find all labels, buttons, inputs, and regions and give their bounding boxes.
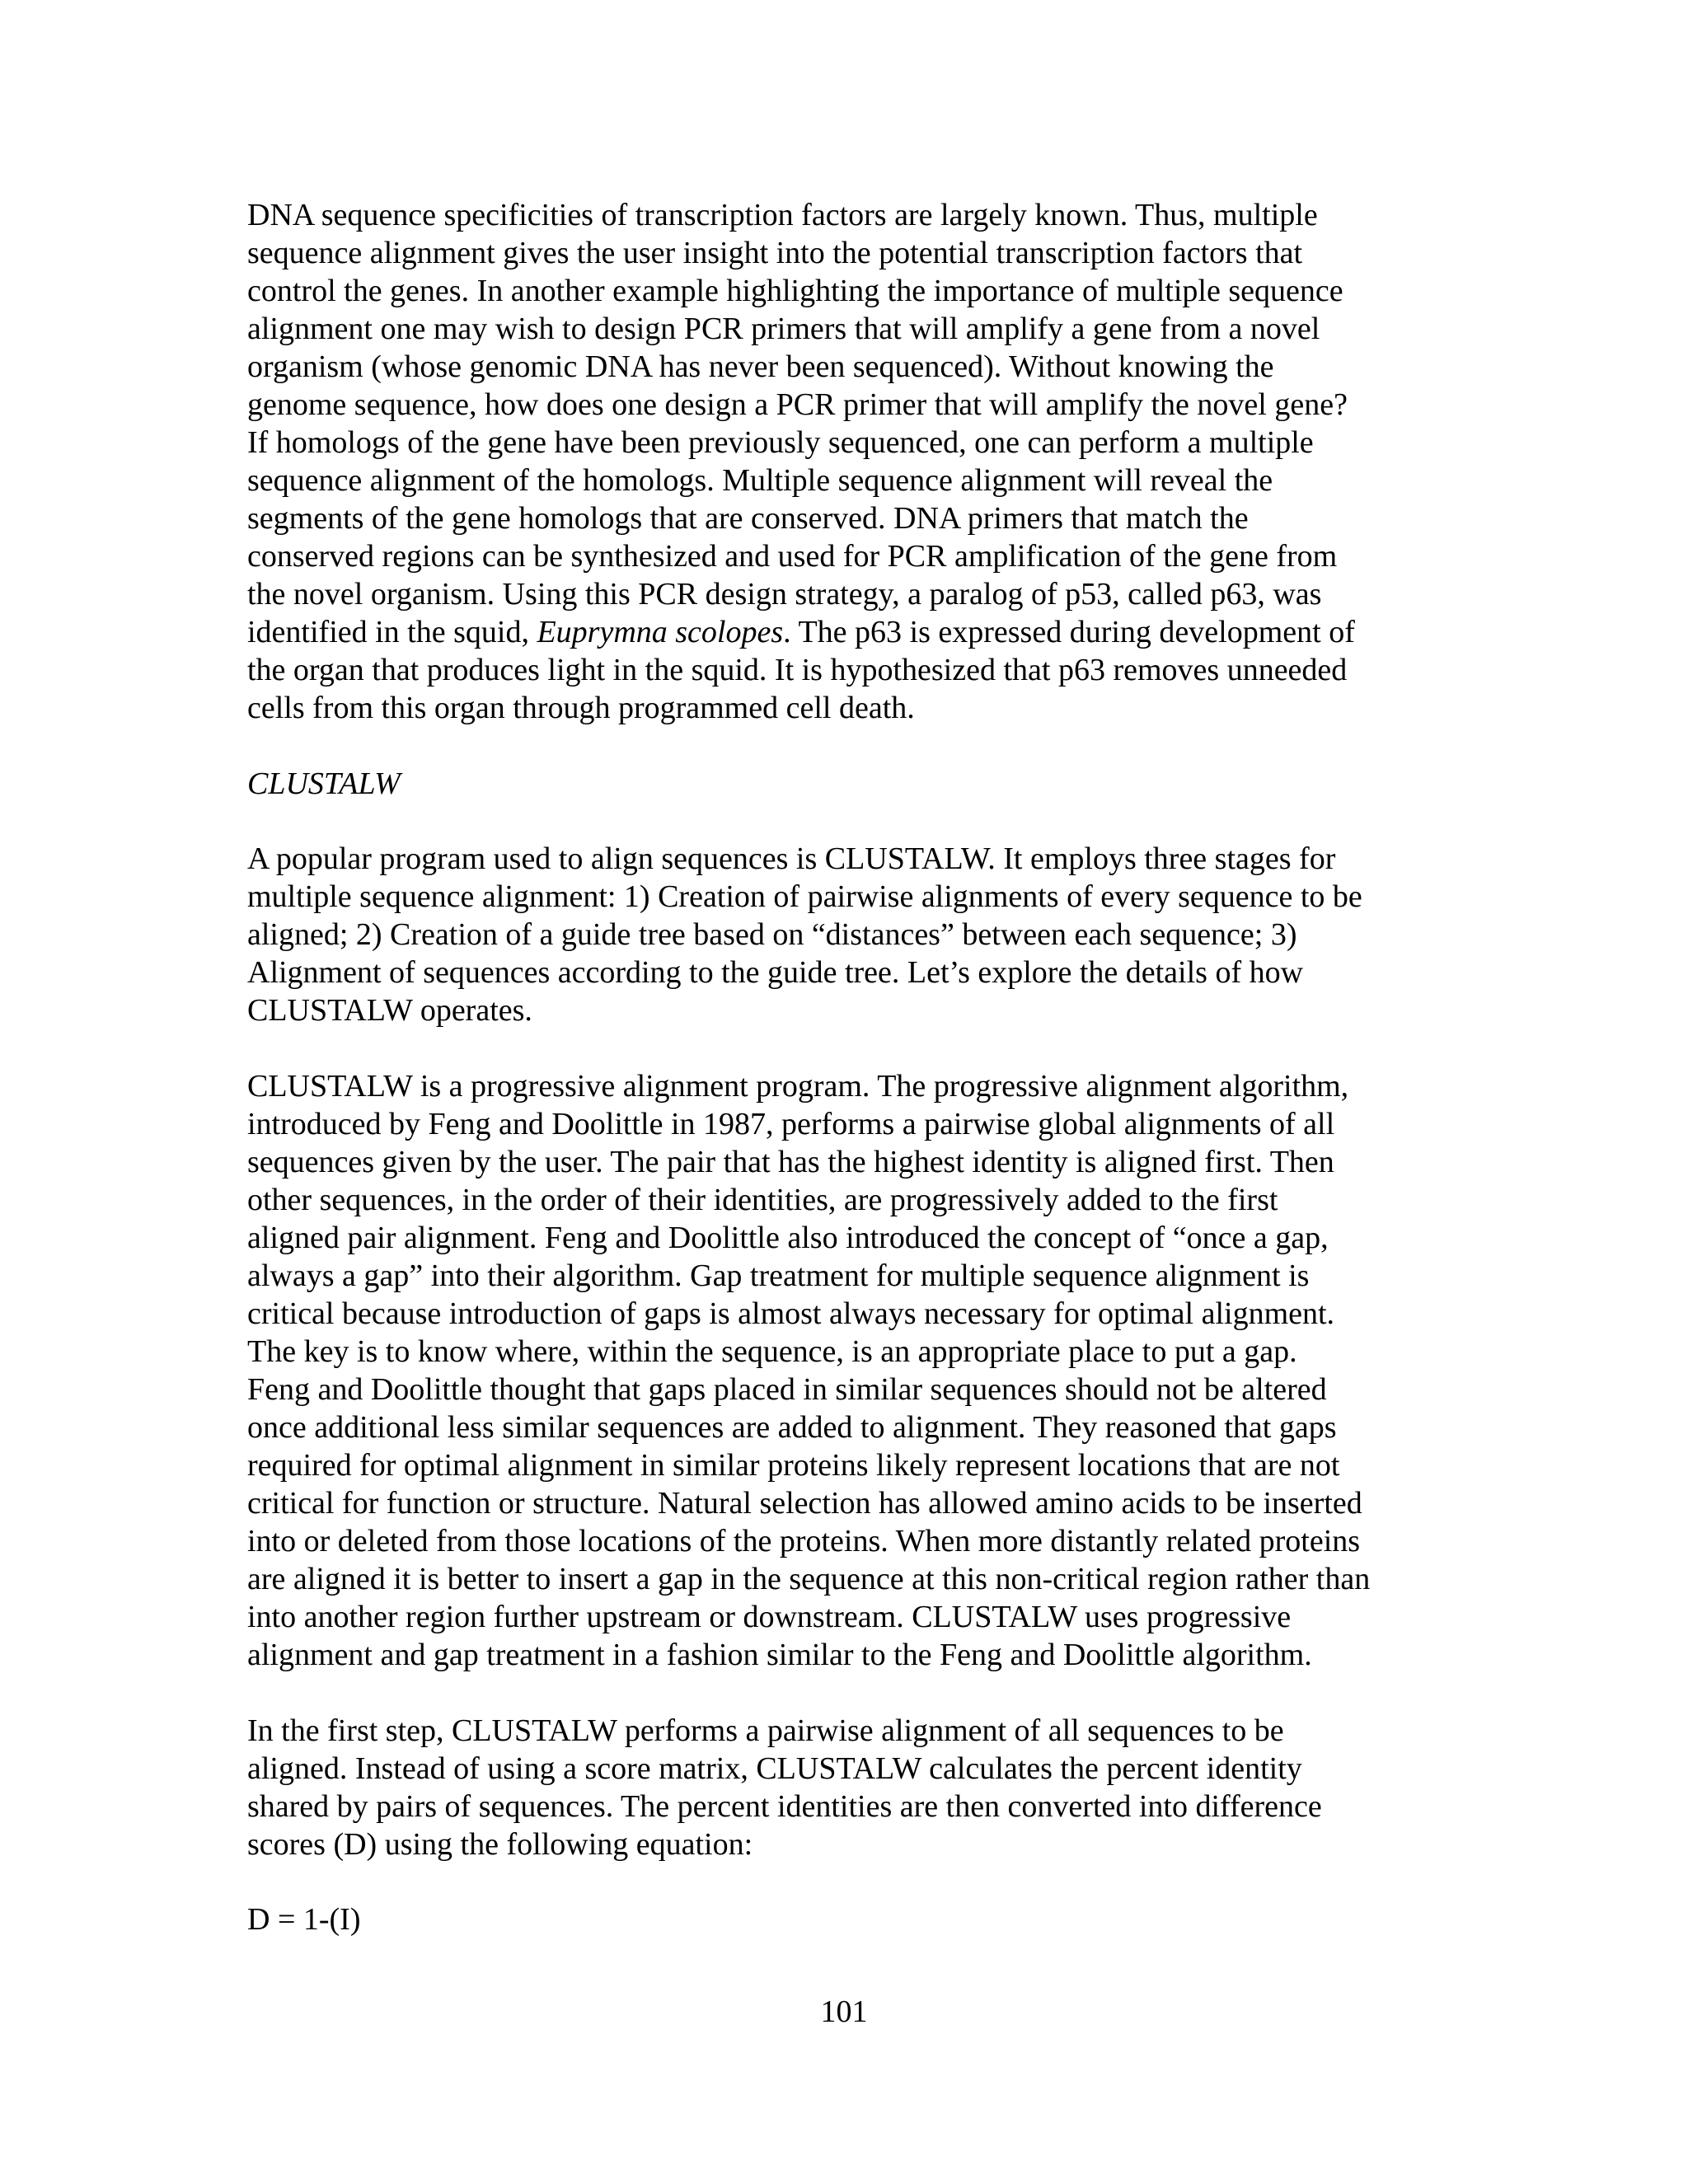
section-heading: CLUSTALW [247, 766, 401, 801]
text-line: the novel organism. Using this PCR design strategy, a paralog of p53, called p63, was [247, 577, 1322, 612]
text-fragment: . The p63 is expressed during development of [783, 615, 1355, 649]
text-line-species [247, 613, 1459, 651]
text-line: cells from this organ through programmed cell death. [247, 691, 915, 725]
text-line: required for optimal alignment in similar proteins likely represent locations that are not [247, 1448, 1340, 1483]
text-line: into another region further upstream or downstream. CLUSTALW uses progressive [247, 1600, 1292, 1634]
text-line: are aligned it is better to insert a gap in the sequence at this non-critical region rather than [247, 1562, 1371, 1596]
text-line: alignment one may wish to design PCR primers that will amplify a gene from a novel [247, 312, 1320, 346]
text-line: In the first step, CLUSTALW performs a pairwise alignment of all sequences to be [247, 1713, 1284, 1748]
paragraph-1 [247, 196, 1459, 727]
text-line: shared by pairs of sequences. The percent identities are then converted into difference [247, 1789, 1322, 1824]
equation: D = 1-(I) [247, 1902, 361, 1937]
text-line: once additional less similar sequences are added to alignment. They reasoned that gaps [247, 1410, 1337, 1445]
text-line: DNA sequence specificities of transcription factors are largely known. Thus, multiple [247, 198, 1318, 232]
paragraph-3 [247, 1067, 1459, 1674]
text-line: aligned pair alignment. Feng and Doolittle also introduced the concept of “once a gap, [247, 1221, 1329, 1255]
paragraph-4 [247, 1712, 1459, 1863]
text-line: multiple sequence alignment: 1) Creation of pairwise alignments of every sequence to be [247, 879, 1362, 914]
text-line: into or deleted from those locations of the proteins. When more distantly related proteins [247, 1524, 1361, 1558]
text-line: Feng and Doolittle thought that gaps placed in similar sequences should not be altered [247, 1372, 1327, 1407]
text-line: conserved regions can be synthesized and used for PCR amplification of the gene from [247, 539, 1338, 574]
text-line: critical because introduction of gaps is almost always necessary for optimal alignment. [247, 1296, 1335, 1331]
text-line: the organ that produces light in the squid. It is hypothesized that p63 removes unneeded [247, 653, 1348, 687]
text-line: always a gap” into their algorithm. Gap treatment for multiple sequence alignment is [247, 1258, 1310, 1293]
text-line: organism (whose genomic DNA has never been sequenced). Without knowing the [247, 349, 1274, 384]
page-number: 101 [820, 1994, 868, 2029]
text-line: CLUSTALW operates. [247, 993, 532, 1028]
text-line: sequence alignment gives the user insight into the potential transcription factors that [247, 236, 1303, 270]
text-line: alignment and gap treatment in a fashion similar to the Feng and Doolittle algorithm. [247, 1638, 1312, 1672]
text-line: other sequences, in the order of their identities, are progressively added to the first [247, 1183, 1278, 1217]
text-line: control the genes. In another example highlighting the importance of multiple sequence [247, 274, 1343, 308]
text-line: The key is to know where, within the sequence, is an appropriate place to put a gap. [247, 1334, 1297, 1369]
paragraph-2 [247, 840, 1459, 1029]
text-line: segments of the gene homologs that are conserved. DNA primers that match the [247, 501, 1249, 536]
text-line: aligned; 2) Creation of a guide tree based on “distances” between each sequence; 3) [247, 917, 1297, 952]
species-name: Euprymna scolopes [537, 615, 784, 649]
text-line: critical for function or structure. Natural selection has allowed amino acids to be inserted [247, 1486, 1362, 1521]
text-line: Alignment of sequences according to the guide tree. Let’s explore the details of how [247, 955, 1304, 990]
text-line: If homologs of the gene have been previously sequenced, one can perform a multiple [247, 425, 1314, 460]
text-line: CLUSTALW is a progressive alignment program. The progressive alignment algorithm, [247, 1069, 1349, 1104]
text-line: sequences given by the user. The pair that has the highest identity is aligned first. Then [247, 1145, 1334, 1179]
text-fragment: identified in the squid, [247, 615, 537, 649]
text-line: scores (D) using the following equation: [247, 1827, 753, 1862]
text-line: genome sequence, how does one design a PCR primer that will amplify the novel gene? [247, 387, 1348, 422]
text-line: introduced by Feng and Doolittle in 1987, performs a pairwise global alignments of all [247, 1107, 1335, 1141]
text-line: sequence alignment of the homologs. Multiple sequence alignment will reveal the [247, 463, 1273, 498]
text-line: aligned. Instead of using a score matrix, CLUSTALW calculates the percent identity [247, 1751, 1302, 1786]
text-line: A popular program used to align sequences is CLUSTALW. It employs three stages for [247, 841, 1336, 876]
